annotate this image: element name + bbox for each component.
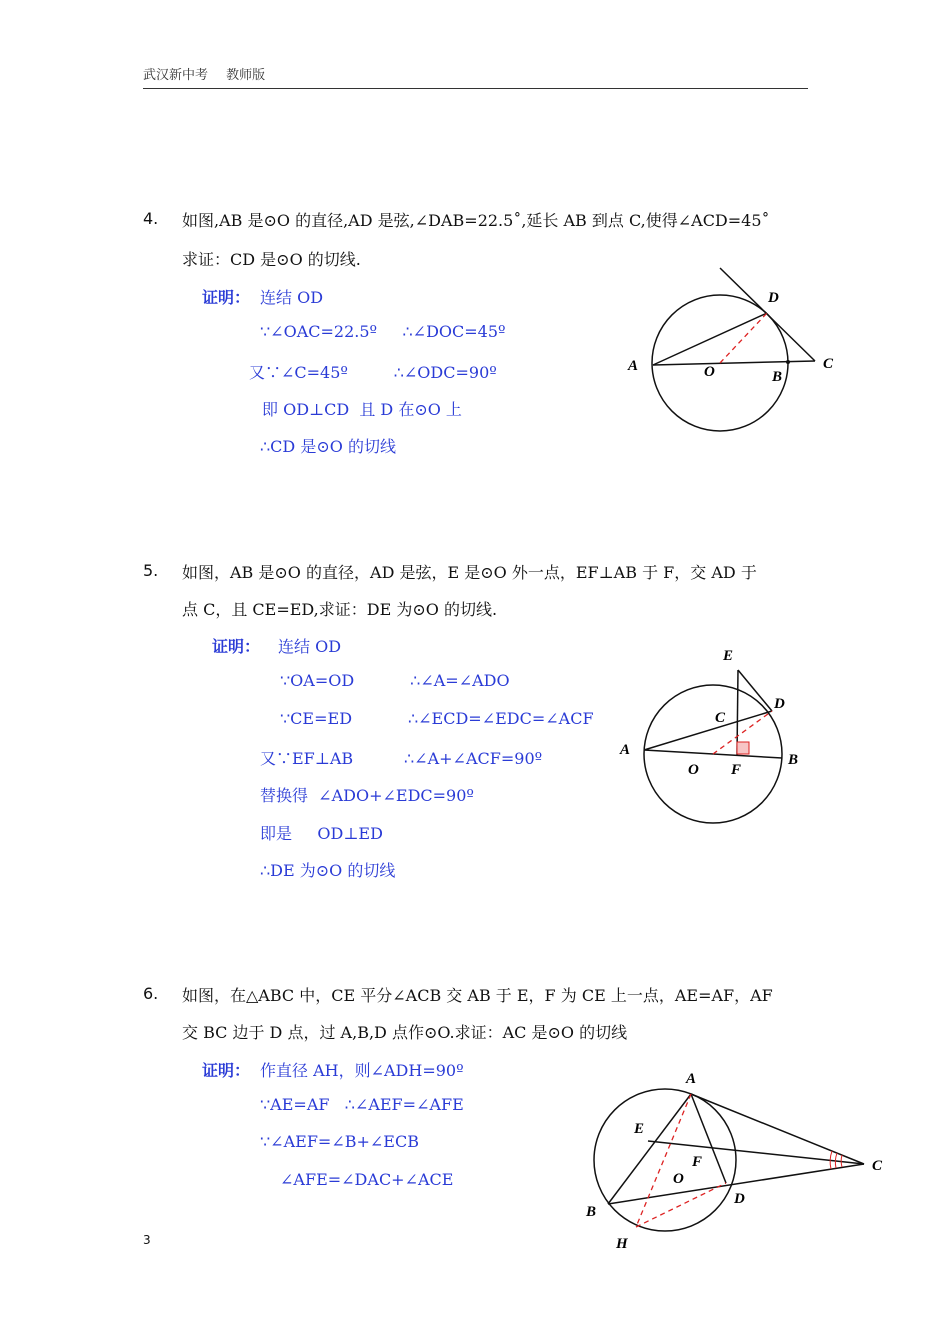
header-edition: 教师版 xyxy=(226,68,266,83)
label-a: A xyxy=(686,1071,697,1087)
problem-4-proof-label: 证明： xyxy=(202,288,251,307)
problem-5-proof-line: 又∵EF⊥AB ∴∠A+∠ACF=90º xyxy=(260,749,543,768)
right-angle-mark xyxy=(737,742,749,754)
label-c: C xyxy=(715,710,726,726)
problem-6-statement-2: 交 BC 边于 D 点，过 A,B,D 点作⊙O.求证：AC 是⊙O 的切线 xyxy=(182,1023,628,1042)
problem-5-statement-1: 如图，AB 是⊙O 的直径，AD 是弦，E 是⊙O 外一点，EF⊥AB 于 F，交 AD 于 xyxy=(182,563,757,582)
header-title: 武汉新中考 xyxy=(143,68,209,83)
label-b: B xyxy=(788,752,799,768)
problem-4-proof-line: ∵∠OAC=22.5º ∴∠DOC=45º xyxy=(260,322,506,341)
problem-4-number: 4. xyxy=(143,209,159,228)
problem-6-proof-label: 证明： xyxy=(202,1061,251,1080)
label-e: E xyxy=(723,648,734,664)
label-d: D xyxy=(774,696,785,712)
problem-6-proof-line: ∵AE=AF ∴∠AEF=∠AFE xyxy=(260,1095,464,1114)
problem-5-proof-line: ∴DE 为⊙O 的切线 xyxy=(260,861,396,880)
problem-6-statement-1: 如图，在△ABC 中，CE 平分∠ACB 交 AB 于 E，F 为 CE 上一点，AE=AF，AF xyxy=(182,986,773,1005)
problem-4-proof-line: 连结 OD xyxy=(260,288,324,307)
label-o: O xyxy=(704,364,715,380)
problem-4-figure xyxy=(620,260,840,440)
side-ab xyxy=(608,1094,691,1204)
side-ac xyxy=(691,1094,864,1164)
label-b: B xyxy=(772,369,783,385)
problem-5-proof-label: 证明： xyxy=(212,637,261,656)
problem-5-proof-line: 替换得 ∠ADO+∠EDC=90º xyxy=(260,786,474,805)
problem-5-proof-line: 连结 OD xyxy=(278,637,342,656)
problem-5-number: 5. xyxy=(143,561,159,580)
problem-5-proof-line: ∵OA=OD ∴∠A=∠ADO xyxy=(280,671,510,690)
label-a: A xyxy=(620,742,631,758)
problem-4-statement-1: 如图,AB 是⊙O 的直径,AD 是弦,∠DAB=22.5˚,延长 AB 到点 C,使得∠ACD=45˚ xyxy=(182,211,770,230)
label-f: F xyxy=(731,762,742,778)
label-f: F xyxy=(692,1154,703,1170)
problem-4-proof-line: 即 OD⊥CD 且 D 在⊙O 上 xyxy=(262,400,462,419)
problem-5-proof-line: ∵CE=ED ∴∠ECD=∠EDC=∠ACF xyxy=(280,709,594,728)
label-o: O xyxy=(688,762,699,778)
line-ed xyxy=(738,670,772,711)
circle-o xyxy=(594,1089,736,1231)
problem-4-proof-line: ∴CD 是⊙O 的切线 xyxy=(260,437,396,456)
label-e: E xyxy=(634,1121,645,1137)
label-o: O xyxy=(673,1171,684,1187)
problem-5-figure xyxy=(610,640,820,830)
label-d: D xyxy=(768,290,779,306)
label-h: H xyxy=(616,1236,628,1252)
problem-6-proof-line: ∵∠AEF=∠B+∠ECB xyxy=(260,1132,419,1151)
diameter-ah xyxy=(636,1094,691,1227)
problem-5-proof-line: 即是 OD⊥ED xyxy=(260,824,383,843)
page-header xyxy=(143,64,808,89)
point-b xyxy=(786,360,790,364)
problem-6-figure xyxy=(580,1065,900,1255)
line-ac xyxy=(653,361,815,365)
problem-6-proof-line: ∠AFE=∠DAC+∠ACE xyxy=(280,1170,454,1189)
problem-6-proof-line: 作直径 AH，则∠ADH=90º xyxy=(260,1061,464,1080)
chord-ad xyxy=(644,711,772,750)
label-c: C xyxy=(823,356,834,372)
label-b: B xyxy=(586,1204,597,1220)
label-d: D xyxy=(734,1191,745,1207)
label-c: C xyxy=(872,1158,883,1174)
radius-od xyxy=(720,313,767,363)
line-hd xyxy=(636,1183,726,1227)
page-number: 3 xyxy=(143,1233,151,1247)
chord-ad xyxy=(653,313,767,365)
problem-4-statement-2: 求证：CD 是⊙O 的切线. xyxy=(182,250,361,269)
label-a: A xyxy=(628,358,639,374)
problem-6-number: 6. xyxy=(143,984,159,1003)
problem-4-proof-line: 又∵∠C=45º ∴∠ODC=90º xyxy=(249,363,497,382)
problem-5-statement-2: 点 C，且 CE=ED,求证：DE 为⊙O 的切线. xyxy=(182,600,498,619)
